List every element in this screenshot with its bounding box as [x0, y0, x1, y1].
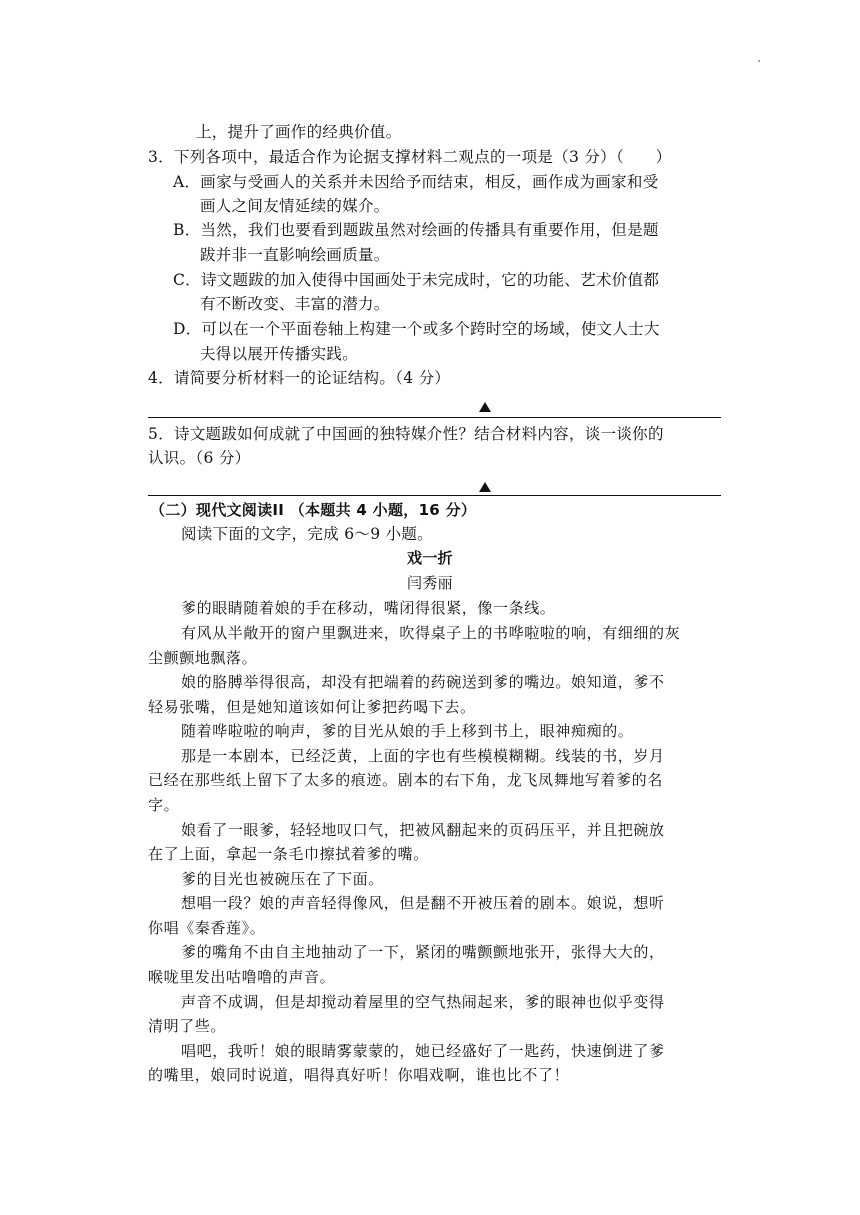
paragraph: 爹的眼睛随着娘的手在移动，嘴闭得很紧，像一条线。 [181, 599, 556, 617]
paragraph-cont: 清明了些。 [148, 1017, 227, 1035]
text-line: 上，提升了画作的经典价值。 [196, 123, 402, 141]
paragraph-cont: 在了上面，拿起一条毛巾擦拭着爹的嘴。 [148, 845, 429, 863]
question-3: 3．下列各项中，最适合作为论据支撑材料二观点的一项是（3 分）（ ） [148, 148, 672, 166]
paragraph-cont: 你唱《秦香莲》。 [148, 919, 266, 937]
answer-line [148, 417, 721, 418]
paragraph: 爹的目光也被碗压在了下面。 [181, 870, 384, 888]
option-a-cont: 画人之间友情延续的媒介。 [200, 197, 390, 215]
question-5: 5．诗文题跋如何成就了中国画的独特媒介性？结合材料内容，谈一谈你的 [148, 425, 664, 443]
section-heading: （二）现代文阅读II （本题共 4 小题，16 分） [150, 501, 477, 519]
option-b: B．当然，我们也要看到题跋虽然对绘画的传播具有重要作用，但是题 [173, 221, 659, 239]
page-dot [758, 60, 760, 62]
option-b-cont: 跋并非一直影响绘画质量。 [200, 246, 390, 264]
option-d-cont: 夫得以展开传播实践。 [200, 345, 359, 363]
paragraph: 唱吧，我听！娘的眼睛雾蒙蒙的，她已经盛好了一匙药，快速倒进了爹 [181, 1042, 665, 1060]
answer-triangle-icon [479, 402, 491, 412]
option-c-cont: 有不断改变、丰富的潜力。 [200, 295, 390, 313]
paragraph-cont: 喉咙里发出咕噜噜的声音。 [148, 968, 336, 986]
option-d: D．可以在一个平面卷轴上构建一个或多个跨时空的场域，使文人士大 [173, 320, 660, 338]
paragraph: 随着哗啦啦的响声，爹的目光从娘的手上移到书上，眼神痴痴的。 [181, 722, 634, 740]
question-5-cont: 认识。（6 分） [148, 449, 251, 467]
paragraph: 那是一本剧本，已经泛黄，上面的字也有些模模糊糊。线装的书，岁月 [181, 747, 665, 765]
option-a: A．画家与受画人的关系并未因给予而结束，相反，画作成为画家和受 [173, 173, 659, 191]
paragraph: 娘看了一眼爹，轻轻地叹口气，把被风翻起来的页码压平，并且把碗放 [181, 821, 665, 839]
story-title: 戏一折 [407, 549, 453, 567]
option-c: C．诗文题跋的加入使得中国画处于未完成时，它的功能、艺术价值都 [173, 271, 660, 289]
paragraph-cont: 轻易张嘴，但是她知道该如何让爹把药喝下去。 [148, 698, 476, 716]
paragraph: 娘的胳膊举得很高，却没有把端着的药碗送到爹的嘴边。娘知道，爹不 [181, 673, 665, 691]
question-4: 4．请简要分析材料一的论证结构。（4 分） [148, 369, 451, 387]
answer-line [148, 495, 721, 496]
paragraph-cont: 已经在那些纸上留下了太多的痕迹。剧本的右下角，龙飞凤舞地写着爹的名 [148, 771, 663, 789]
paragraph: 声音不成调，但是却搅动着屋里的空气热闹起来，爹的眼神也似乎变得 [181, 993, 665, 1011]
paragraph: 有风从半敞开的窗户里飘进来，吹得桌子上的书哗啦啦的响，有细细的灰 [181, 624, 681, 642]
instruction: 阅读下面的文字，完成 6～9 小题。 [181, 525, 433, 543]
paragraph-cont: 尘颤颤地飘落。 [148, 649, 258, 667]
paragraph-cont: 字。 [148, 796, 180, 814]
story-author: 闫秀丽 [407, 574, 453, 592]
paragraph: 爹的嘴角不由自主地抽动了一下，紧闭的嘴颤颤地张开，张得大大的， [181, 943, 665, 961]
paragraph: 想唱一段？娘的声音轻得像风，但是翻不开被压着的剧本。娘说，想听 [181, 894, 665, 912]
answer-triangle-icon [479, 482, 491, 492]
paragraph-cont: 的嘴里，娘同时说道，唱得真好听！你唱戏啊，谁也比不了！ [148, 1066, 570, 1084]
